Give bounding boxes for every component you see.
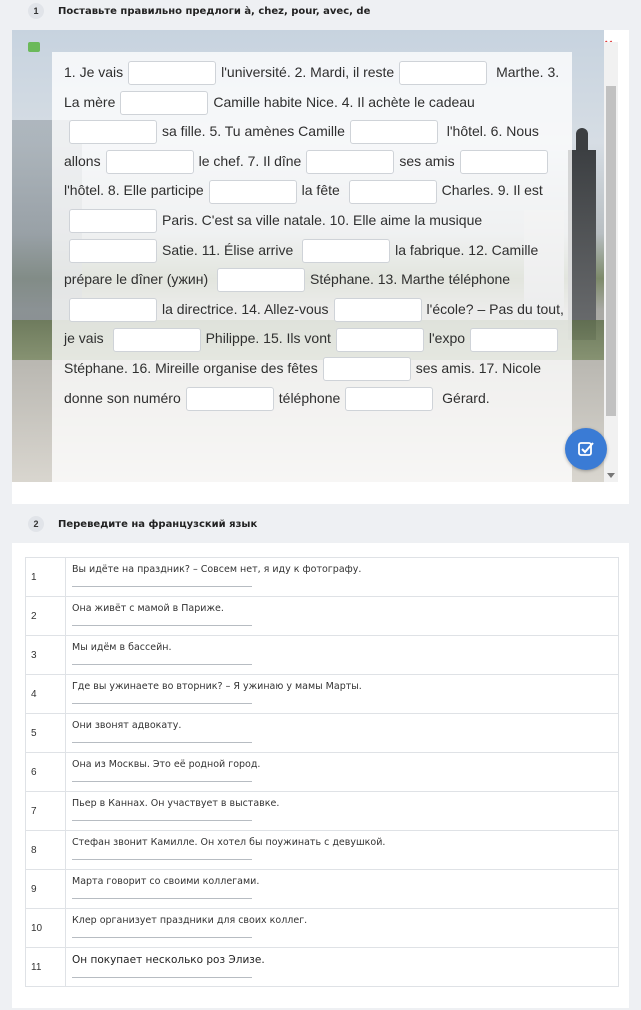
text-segment: Marthe. 3. La mère — [64, 64, 560, 110]
answer-line[interactable] — [72, 741, 252, 743]
text-segment: Stéphane. 13. Marthe téléphone — [310, 271, 511, 288]
text-segment: l'hôtel. 8. Elle participe — [64, 182, 204, 199]
text-segment: la fabrique. 12. Camille prépare le dîner (ужин) — [64, 241, 539, 288]
sentence-text: Она живёт с мамой в Париже. — [72, 603, 224, 614]
sentence-text: Мы идём в бассейн. — [72, 642, 172, 653]
scroll-down-arrow-icon[interactable] — [607, 473, 615, 478]
sentence-text: Клер организует праздники для своих коллег. — [72, 915, 308, 926]
text-segment: téléphone — [278, 389, 341, 406]
answer-line[interactable] — [72, 585, 252, 587]
gap-input-16[interactable] — [334, 298, 422, 322]
section-title: Поставьте правильно предлоги à, chez, pour, avec, de — [58, 5, 371, 17]
castle-tower — [568, 150, 596, 340]
gap-input-10[interactable] — [349, 180, 437, 204]
text-segment: ses amis — [399, 152, 455, 169]
answer-line[interactable] — [72, 897, 252, 899]
row-cell — [66, 636, 619, 675]
sentence-text: Вы идёте на праздник? – Совсем нет, я иду к фотографу. — [72, 564, 362, 575]
sentence-text: Где вы ужинаете во вторник? – Я ужинаю у мамы Марты. — [72, 681, 362, 692]
answer-line[interactable] — [72, 819, 252, 821]
translation-table — [25, 557, 619, 987]
check-icon — [577, 440, 595, 458]
row-number: 8 — [26, 831, 66, 870]
section-number: 2 — [28, 516, 44, 532]
answer-line[interactable] — [72, 858, 252, 860]
gap-input-1[interactable] — [128, 61, 216, 85]
answer-line[interactable] — [72, 780, 252, 782]
text-segment: Philippe. 15. Ils vont — [205, 330, 331, 347]
table-row — [26, 753, 619, 792]
gap-input-4[interactable] — [69, 120, 157, 144]
row-cell — [66, 870, 619, 909]
table-row — [26, 792, 619, 831]
scrollbar[interactable] — [604, 42, 618, 482]
text-segment: la fête — [301, 182, 340, 199]
answer-line[interactable] — [72, 702, 252, 704]
row-cell — [66, 948, 619, 987]
row-cell — [66, 714, 619, 753]
section-2-header — [0, 513, 641, 535]
text-segment: Camille habite Nice. 4. Il achète le cadeau — [213, 93, 475, 110]
gap-input-21[interactable] — [186, 387, 274, 411]
table-row — [26, 870, 619, 909]
text-segment: la directrice. 14. Allez-vous — [162, 300, 329, 317]
text-segment: ses amis. 17. Nicole donne son numéro — [64, 359, 541, 406]
sentence-text: Стефан звонит Камилле. Он хотел бы поужинать с девушкой. — [72, 837, 386, 848]
gap-input-9[interactable] — [209, 180, 297, 204]
gap-input-17[interactable] — [113, 328, 201, 352]
row-cell — [66, 909, 619, 948]
row-cell — [66, 753, 619, 792]
row-number: 3 — [26, 636, 66, 675]
flag-icon — [28, 42, 40, 52]
row-cell — [66, 792, 619, 831]
table-row — [26, 831, 619, 870]
gap-input-18[interactable] — [336, 328, 424, 352]
sentence-text: Марта говорит со своими коллегами. — [72, 876, 260, 887]
table-row — [26, 558, 619, 597]
table-row — [26, 636, 619, 675]
gap-input-7[interactable] — [306, 150, 394, 174]
section-title: Переведите на французский язык — [58, 518, 258, 530]
sentence-text: Она из Москвы. Это её родной город. — [72, 759, 261, 770]
text-segment: l'hôtel. 6. Nous allons — [64, 123, 539, 169]
gap-input-13[interactable] — [302, 239, 390, 263]
gap-input-2[interactable] — [399, 61, 487, 85]
row-cell — [66, 597, 619, 636]
text-segment: l'université. 2. Mardi, il reste — [221, 64, 395, 80]
row-number: 10 — [26, 909, 66, 948]
text-segment: 1. Je vais — [64, 64, 124, 80]
gap-input-12[interactable] — [69, 239, 157, 263]
row-number: 6 — [26, 753, 66, 792]
text-segment: l'expo — [428, 330, 466, 347]
answer-line[interactable] — [72, 976, 252, 978]
table-row — [26, 948, 619, 987]
answer-line[interactable] — [72, 936, 252, 938]
gap-input-20[interactable] — [323, 357, 411, 381]
row-number: 1 — [26, 558, 66, 597]
section-1-header — [0, 0, 641, 22]
row-cell — [66, 831, 619, 870]
text-segment: Satie. 11. Élise arrive — [162, 241, 294, 258]
table-row — [26, 714, 619, 753]
row-number: 11 — [26, 948, 66, 987]
table-row — [26, 597, 619, 636]
row-number: 9 — [26, 870, 66, 909]
sentence-text: Он покупает несколько роз Элизе. — [72, 954, 265, 966]
text-segment: sa fille. 5. Tu amènes Camille — [162, 123, 345, 140]
gap-input-14[interactable] — [217, 268, 305, 292]
gap-input-3[interactable] — [120, 91, 208, 115]
check-answers-button[interactable] — [565, 428, 607, 470]
gap-input-6[interactable] — [106, 150, 194, 174]
row-number: 4 — [26, 675, 66, 714]
gap-input-15[interactable] — [69, 298, 157, 322]
sentence-text: Они звонят адвокату. — [72, 720, 182, 731]
text-segment: le chef. 7. Il dîne — [198, 152, 302, 169]
row-cell — [66, 558, 619, 597]
row-number: 2 — [26, 597, 66, 636]
table-row — [26, 675, 619, 714]
row-number: 5 — [26, 714, 66, 753]
sentence-text: Пьер в Каннах. Он участвует в выставке. — [72, 798, 280, 809]
gap-input-5[interactable] — [350, 120, 438, 144]
table-row — [26, 909, 619, 948]
section-number: 1 — [28, 3, 44, 19]
row-cell — [66, 675, 619, 714]
scroll-thumb[interactable] — [606, 86, 616, 416]
gap-input-19[interactable] — [470, 328, 558, 352]
gap-input-11[interactable] — [69, 209, 157, 233]
answer-line[interactable] — [72, 663, 252, 665]
gap-input-8[interactable] — [460, 150, 548, 174]
text-segment: Charles. 9. Il est — [441, 182, 543, 199]
answer-line[interactable] — [72, 624, 252, 626]
text-segment: Stéphane. 16. Mireille organise des fêtes — [64, 359, 318, 376]
gap-input-22[interactable] — [345, 387, 433, 411]
text-segment: Gérard. — [442, 389, 490, 406]
text-segment: l'école? – Pas du tout, je vais — [64, 300, 564, 347]
row-number: 7 — [26, 792, 66, 831]
text-segment: Paris. C'est sa ville natale. 10. Elle aime la musique — [162, 211, 483, 228]
gap-fill-text — [64, 58, 564, 413]
